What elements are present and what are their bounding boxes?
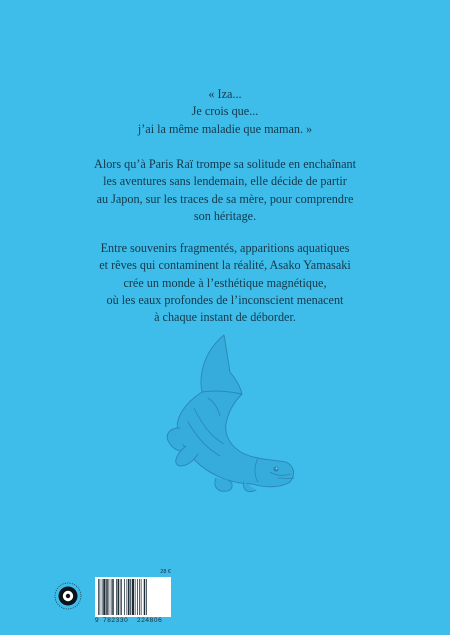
price-label: 28 €: [160, 569, 171, 575]
synopsis-line: au Japon, sur les traces de sa mère, pour comprendre: [96, 191, 354, 206]
synopsis-line: les aventures sans lendemain, elle décide de partir: [103, 174, 347, 189]
barcode-digits-right: 224806: [137, 617, 163, 624]
quote-line: j’ai la même maladie que maman. »: [137, 121, 313, 136]
synopsis-line: à chaque instant de déborder.: [154, 310, 296, 325]
salmon-fish-icon: [158, 332, 298, 497]
synopsis-line: Alors qu’à Paris Raï trompe sa solitude en enchaînant: [94, 157, 356, 171]
synopsis-line: son héritage.: [193, 208, 257, 223]
isbn-barcode: [95, 569, 175, 625]
publisher-logo-icon: [53, 581, 83, 611]
synopsis-line: Entre souvenirs fragmentés, apparitions aquatiques: [100, 241, 350, 255]
back-cover-quote: [0, 86, 450, 138]
quote-line: « Iza...: [208, 87, 242, 101]
synopsis-line: crée un monde à l’esthétique magnétique,: [123, 275, 327, 290]
barcode-digits-left: 782330: [103, 617, 129, 624]
synopsis-line: où les eaux profondes de l’inconscient menacent: [106, 292, 344, 307]
barcode-bars: [95, 577, 171, 617]
synopsis-line: et rêves qui contaminent la réalité, Asako Yamasaki: [99, 258, 351, 273]
synopsis-paragraph-2: [0, 240, 450, 326]
barcode-digit-first: 9: [95, 617, 100, 624]
synopsis-paragraph-1: [0, 156, 450, 225]
quote-line: Je crois que...: [191, 104, 259, 119]
